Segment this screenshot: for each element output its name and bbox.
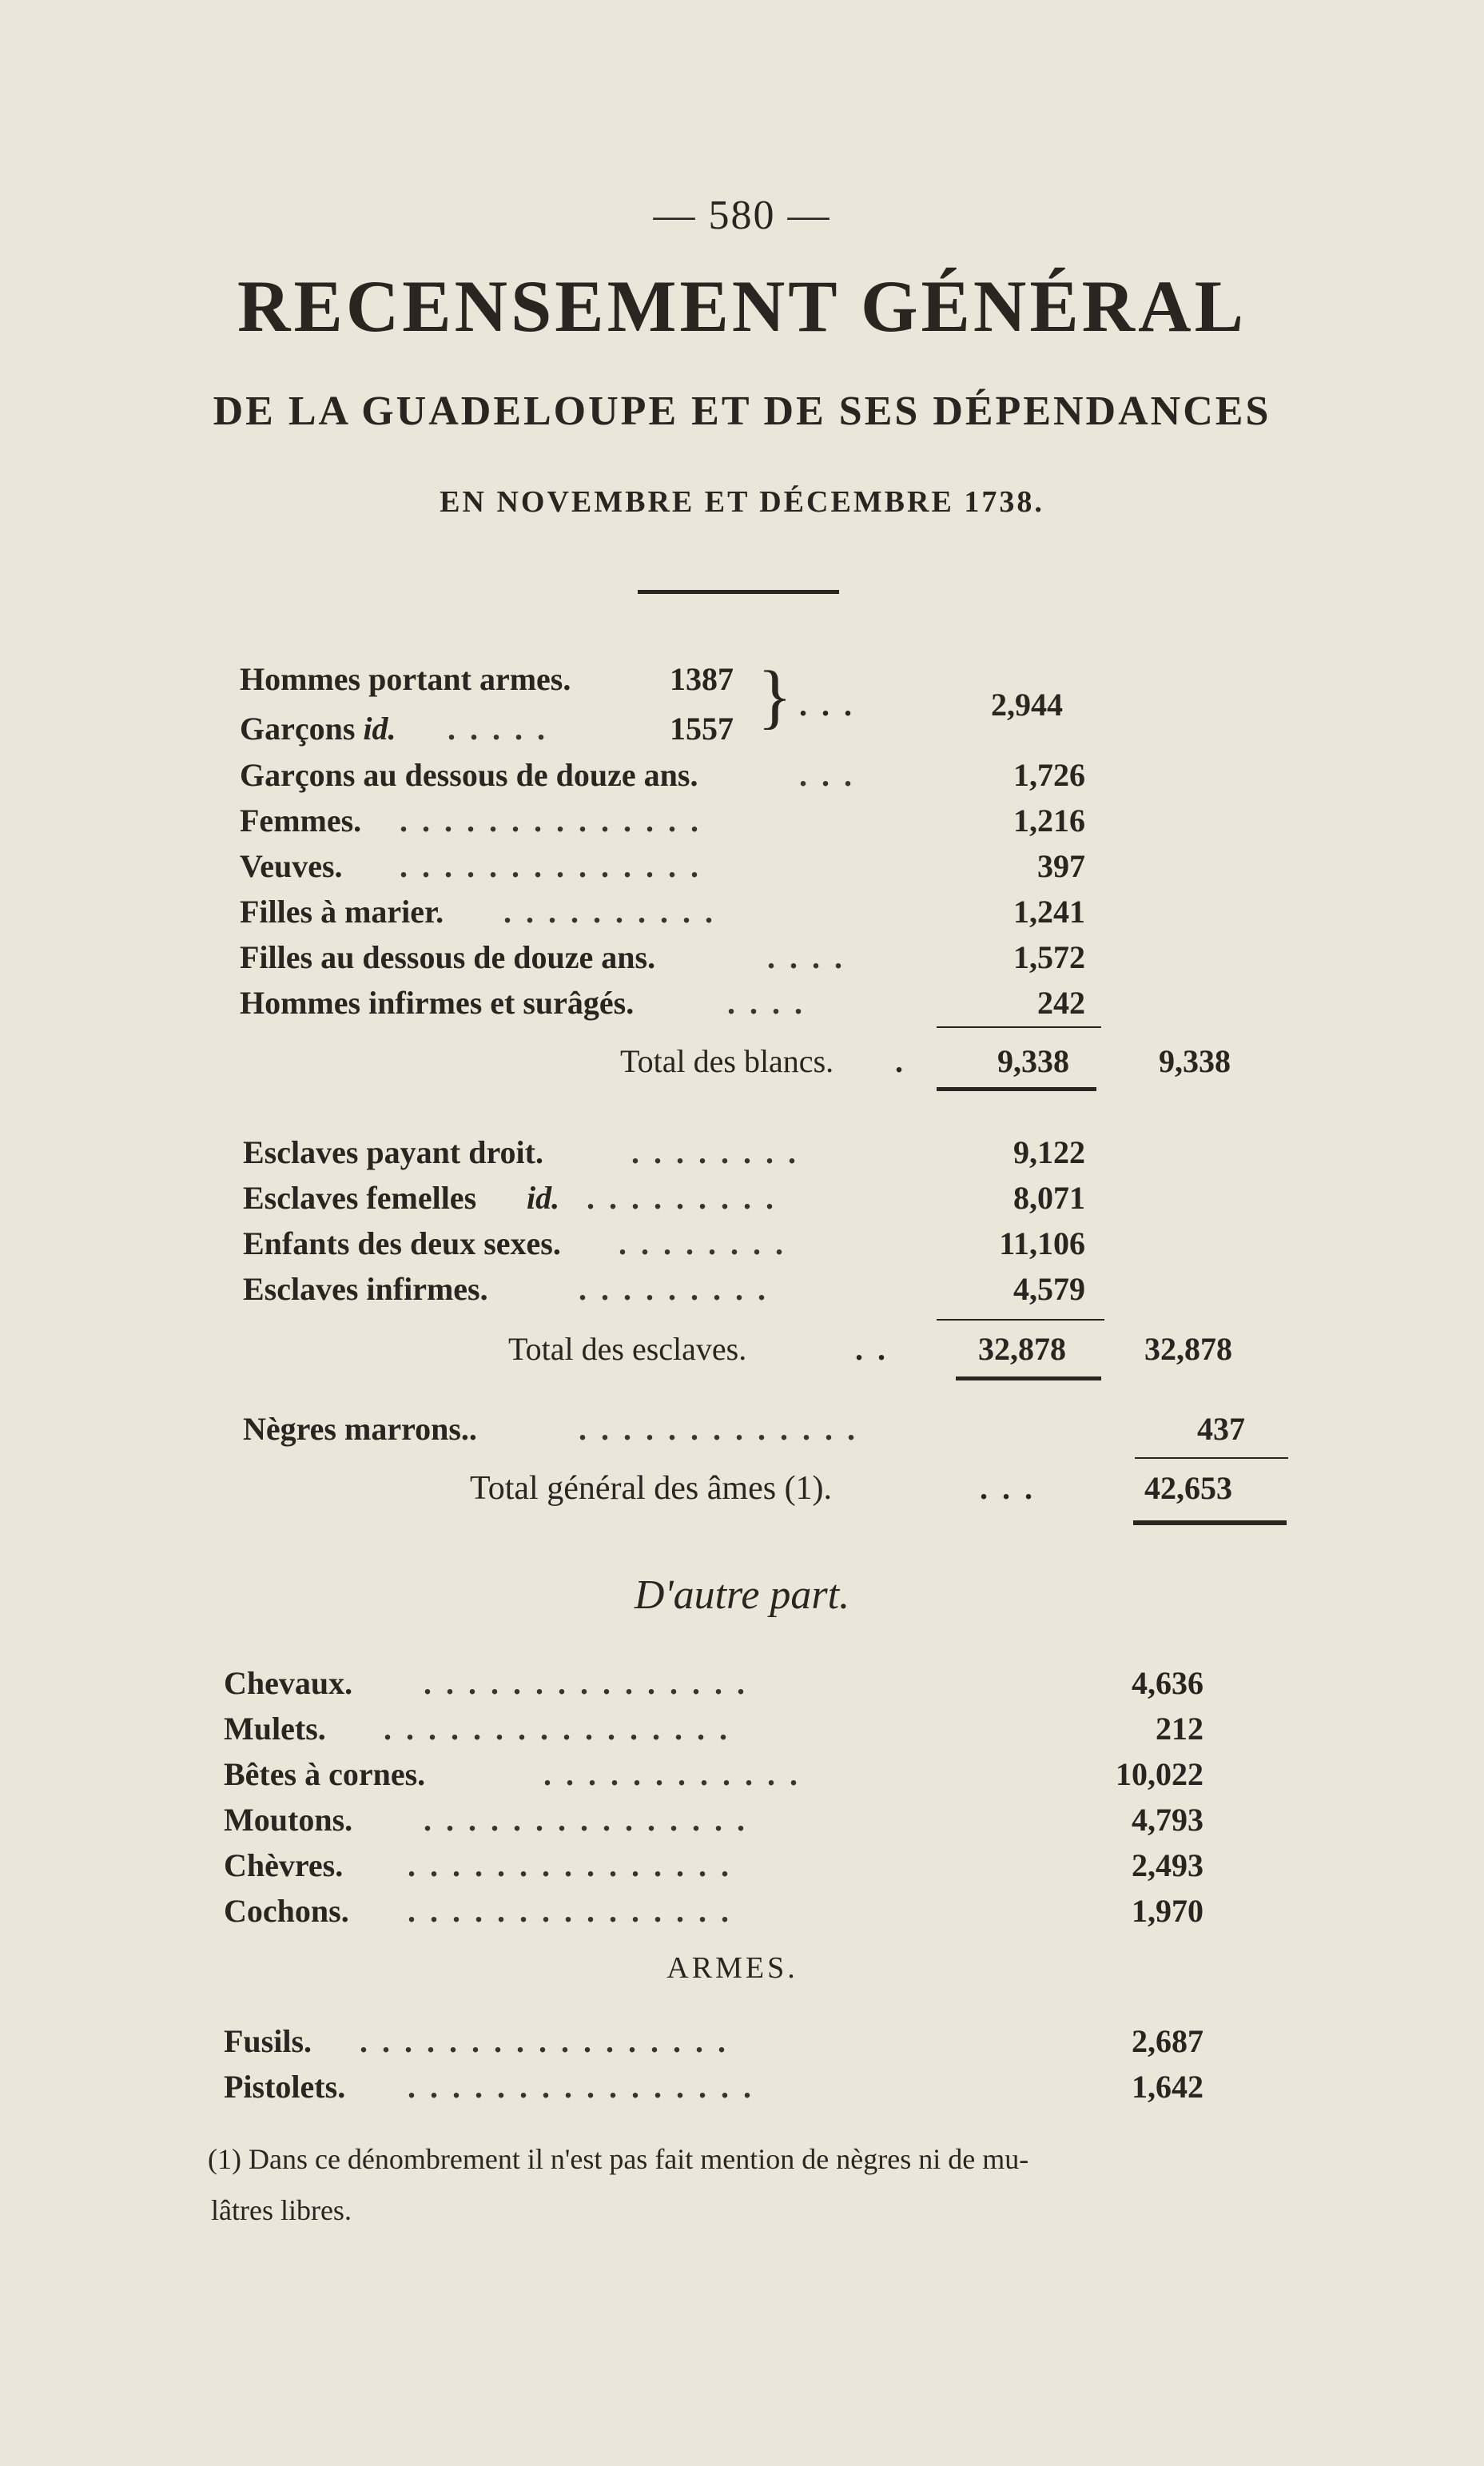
census-row bbox=[240, 756, 1085, 796]
leader-dots: .............. bbox=[400, 803, 713, 839]
census-row-value: 242 bbox=[1037, 985, 1085, 1021]
livestock-row-label: Mulets. bbox=[224, 1711, 326, 1747]
slave-row-value: 9,122 bbox=[1013, 1134, 1085, 1170]
leader-dots: ............ bbox=[543, 1756, 812, 1792]
livestock-row-value: 4,636 bbox=[1132, 1665, 1204, 1701]
census-row bbox=[240, 938, 1085, 978]
census-row-label: Filles à marier. bbox=[240, 894, 444, 930]
weapons-row bbox=[224, 2068, 1204, 2108]
slave-row-value: 4,579 bbox=[1013, 1271, 1085, 1307]
census-date: EN NOVEMBRE ET DÉCEMBRE 1738. bbox=[440, 485, 1044, 519]
census-row bbox=[240, 847, 1085, 887]
livestock-row bbox=[224, 1755, 1204, 1795]
livestock-row-value: 1,970 bbox=[1132, 1893, 1204, 1929]
slave-row-label: Enfants des deux sexes. bbox=[243, 1225, 561, 1261]
leader-dots: ......... bbox=[587, 1180, 788, 1216]
livestock-row bbox=[224, 1710, 1204, 1750]
slave-row bbox=[243, 1270, 1085, 1310]
livestock-row-label: Chevaux. bbox=[224, 1665, 353, 1701]
total-blancs-value: 9,338 bbox=[997, 1043, 1069, 1079]
leader-dots: .... bbox=[767, 939, 857, 975]
garcons-value: 1557 bbox=[670, 711, 734, 747]
page-subtitle: DE LA GUADELOUPE ET DE SES DÉPENDANCES bbox=[213, 388, 1271, 434]
leader-dots: .............. bbox=[400, 848, 713, 884]
total-blancs-rule bbox=[937, 1026, 1101, 1028]
leader-dots: ............... bbox=[424, 1802, 759, 1838]
leader-dots: ............. bbox=[579, 1411, 869, 1447]
leader-dots: ................ bbox=[384, 1711, 742, 1747]
weapons-row bbox=[224, 2022, 1204, 2062]
page-number: — 580 — bbox=[653, 193, 831, 238]
leader-dots: .......... bbox=[503, 894, 727, 930]
leader-dots: .... bbox=[727, 985, 817, 1021]
total-esclaves-underline bbox=[956, 1376, 1101, 1380]
livestock-row-value: 10,022 bbox=[1116, 1756, 1204, 1792]
garcons-label: Garçons bbox=[240, 711, 356, 747]
leader-dots: ... bbox=[980, 1470, 1047, 1506]
census-row-label: Femmes. bbox=[240, 803, 362, 839]
weapons-row-label: Fusils. bbox=[224, 2023, 312, 2059]
livestock-row bbox=[224, 1847, 1204, 1886]
livestock-row-label: Chèvres. bbox=[224, 1847, 344, 1883]
armes-heading: ARMES. bbox=[666, 1951, 798, 1985]
total-blancs-dot: . bbox=[895, 1043, 903, 1079]
total-blancs-label: Total des blancs. bbox=[620, 1043, 834, 1079]
livestock-row-label: Bêtes à cornes. bbox=[224, 1756, 426, 1792]
leader-dots: ................ bbox=[408, 2069, 766, 2105]
autre-part-heading: D'autre part. bbox=[634, 1572, 850, 1618]
slave-row-label-id: id. bbox=[527, 1180, 560, 1216]
leader-dots: ............... bbox=[424, 1665, 759, 1701]
grand-total-value: 42,653 bbox=[1144, 1470, 1232, 1506]
weapons-row-value: 2,687 bbox=[1132, 2023, 1204, 2059]
page-title: RECENSEMENT GÉNÉRAL bbox=[237, 265, 1247, 347]
leader-dots: ........ bbox=[619, 1225, 798, 1261]
footnote-line-2: lâtres libres. bbox=[211, 2194, 352, 2226]
leader-dots: ... bbox=[799, 757, 866, 793]
leader-dots: ........ bbox=[631, 1134, 810, 1170]
marrons-rule bbox=[1135, 1457, 1288, 1459]
census-row-value: 1,726 bbox=[1013, 757, 1085, 793]
livestock-row-label: Moutons. bbox=[224, 1802, 353, 1838]
livestock-row bbox=[224, 1892, 1204, 1932]
census-row-label: Garçons au dessous de douze ans. bbox=[240, 757, 698, 793]
total-esclaves-value: 32,878 bbox=[978, 1331, 1066, 1367]
footnote-line-1: (1) Dans ce dénombrement il n'est pas fait mention de nègres ni de mu- bbox=[208, 2143, 1029, 2175]
census-row-value: 1,241 bbox=[1013, 894, 1085, 930]
slave-row-label: Esclaves infirmes. bbox=[243, 1271, 488, 1307]
hommes-armes-label: Hommes portant armes. bbox=[240, 661, 571, 697]
marrons-value: 437 bbox=[1197, 1411, 1245, 1447]
livestock-row-value: 2,493 bbox=[1132, 1847, 1204, 1883]
slave-row-value: 8,071 bbox=[1013, 1180, 1085, 1216]
garcons-row bbox=[240, 710, 559, 747]
brace-symbol: } bbox=[758, 657, 793, 736]
hommes-armes-row bbox=[240, 660, 571, 698]
weapons-row-label: Pistolets. bbox=[224, 2069, 346, 2105]
total-esclaves-rule bbox=[937, 1319, 1104, 1321]
leader-dots: ................. bbox=[360, 2023, 740, 2059]
census-row-value: 397 bbox=[1037, 848, 1085, 884]
weapons-row-value: 1,642 bbox=[1132, 2069, 1204, 2105]
livestock-row bbox=[224, 1801, 1204, 1841]
livestock-row-value: 212 bbox=[1156, 1711, 1204, 1747]
livestock-row-label: Cochons. bbox=[224, 1893, 349, 1929]
census-row bbox=[240, 893, 1085, 933]
slave-row-value: 11,106 bbox=[999, 1225, 1085, 1261]
marrons-label: Nègres marrons.. bbox=[243, 1411, 477, 1447]
leader-dots: ......... bbox=[579, 1271, 780, 1307]
slave-row bbox=[243, 1133, 1085, 1173]
combined-total: 2,944 bbox=[991, 687, 1063, 723]
garcons-id: id. bbox=[363, 711, 396, 747]
census-row-value: 1,216 bbox=[1013, 803, 1085, 839]
census-row-label: Veuves. bbox=[240, 848, 343, 884]
total-esclaves-label: Total des esclaves. bbox=[508, 1331, 747, 1367]
title-rule bbox=[638, 590, 839, 594]
leader-dots: ............... bbox=[408, 1847, 743, 1883]
census-row bbox=[240, 984, 1085, 1024]
census-row bbox=[240, 802, 1085, 842]
census-row-label: Hommes infirmes et surâgés. bbox=[240, 985, 635, 1021]
total-esclaves-carry: 32,878 bbox=[1144, 1331, 1232, 1367]
grand-total-label: Total général des âmes (1). bbox=[470, 1470, 833, 1507]
census-row-label: Filles au dessous de douze ans. bbox=[240, 939, 656, 975]
total-blancs-carry: 9,338 bbox=[1159, 1043, 1231, 1079]
slave-row bbox=[243, 1225, 1085, 1265]
slave-row-label: Esclaves femelles bbox=[243, 1180, 477, 1216]
livestock-row bbox=[224, 1664, 1204, 1704]
census-row-value: 1,572 bbox=[1013, 939, 1085, 975]
total-blancs-underline bbox=[937, 1087, 1096, 1091]
leader-dots: ............... bbox=[408, 1893, 743, 1929]
grand-total-underline bbox=[1133, 1520, 1287, 1525]
leader-dots: ..... bbox=[448, 711, 559, 747]
slave-row bbox=[243, 1179, 1085, 1219]
livestock-row-value: 4,793 bbox=[1132, 1802, 1204, 1838]
leader-dots: ... bbox=[799, 687, 866, 723]
marrons-row bbox=[243, 1410, 869, 1448]
hommes-armes-value: 1387 bbox=[670, 661, 734, 697]
leader-dots: .. bbox=[855, 1331, 900, 1367]
slave-row-label: Esclaves payant droit. bbox=[243, 1134, 543, 1170]
